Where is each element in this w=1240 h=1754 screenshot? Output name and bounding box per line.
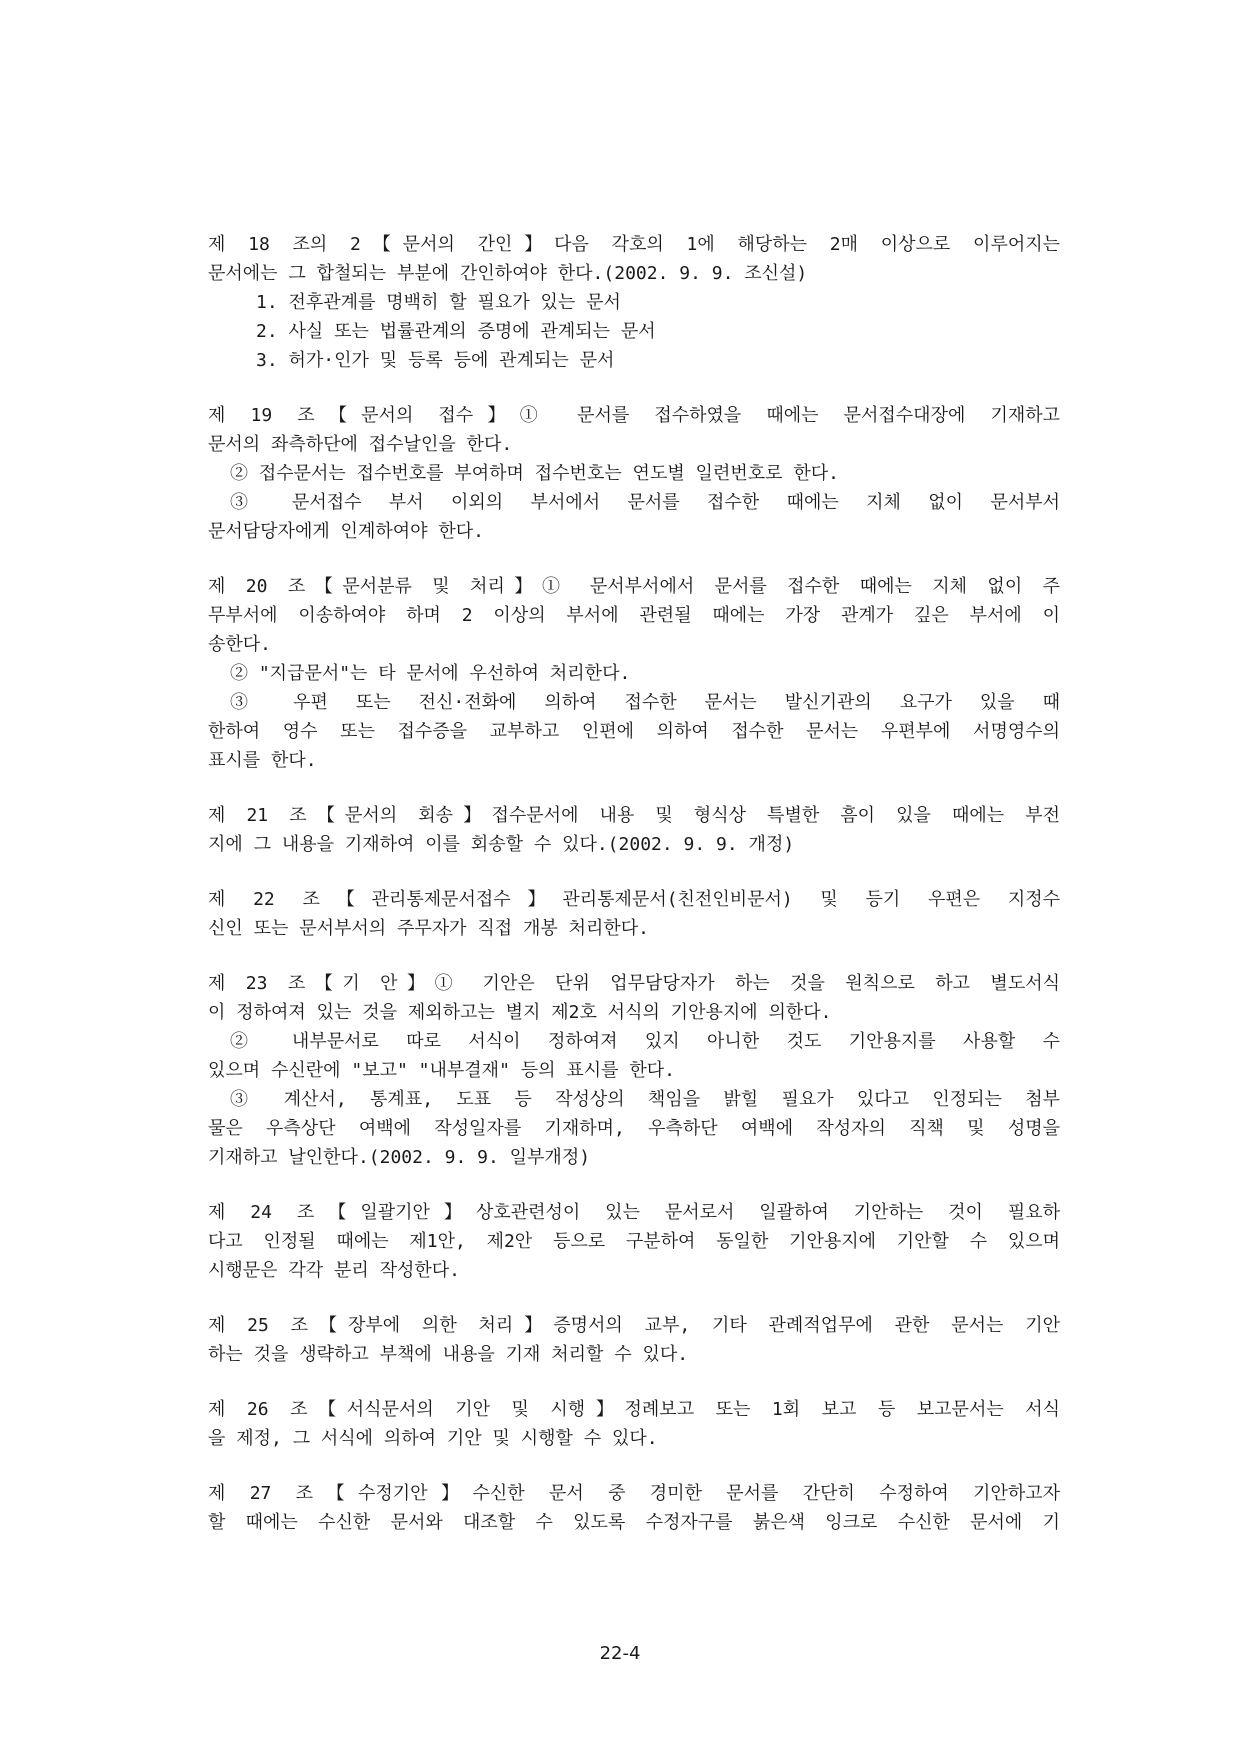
text-line: 을 제정, 그 서식에 의하여 기안 및 시행할 수 있다. [208,1428,658,1449]
text-line: ② 내부문서로 따로 서식이 정하여져 있지 아니한 것도 기안용지를 사용할 수 [230,1031,1060,1052]
text-line: 송한다. [208,634,272,655]
text-line: 제 23 조【기 안】① 기안은 단위 업무담당자가 하는 것을 원칙으로 하고 별도서식 [208,973,1060,994]
page-number: 22-4 [599,1643,641,1664]
text-line: 한하여 영수 또는 접수증을 교부하고 인편에 의하여 접수한 문서는 우편부에 서명영수의 [208,721,1060,742]
text-line: 지에 그 내용을 기재하여 이를 회송할 수 있다.(2002. 9. 9. 개정) [208,834,795,855]
text-line: ③ 문서접수 부서 이외의 부서에서 문서를 접수한 때에는 지체 없이 문서부서 [230,492,1060,513]
text-line: 제 24 조【일괄기안】상호관련성이 있는 문서로서 일괄하여 기안하는 것이 필요하 [208,1202,1060,1223]
article-18-2 [208,230,1060,375]
text-line: 제 18 조의 2【문서의 간인】다음 각호의 1에 해당하는 2매 이상으로 이루어지는 [208,234,1060,255]
text-line: 다고 인정될 때에는 제1안, 제2안 등으로 구분하여 동일한 기안용지에 기안할 수 있으며 [208,1231,1060,1252]
list-item: 3. 허가·인가 및 등록 등에 관계되는 문서 [256,350,615,371]
text-line: 문서담당자에게 인계하여야 한다. [208,521,484,542]
list-item: 2. 사실 또는 법률관계의 증명에 관계되는 문서 [256,321,656,342]
text-line: 제 20 조【문서분류 및 처리】① 문서부서에서 문서를 접수한 때에는 지체 없이 주 [208,576,1060,597]
text-line: 있으며 수신란에 "보고" "내부결재" 등의 표시를 한다. [208,1060,675,1081]
text-line: 할 때에는 수신한 문서와 대조할 수 있도록 수정자구를 붉은색 잉크로 수신한 문서에 기 [208,1512,1060,1533]
text-line: 제 21 조【문서의 회송】접수문서에 내용 및 형식상 특별한 흠이 있을 때에는 부전 [208,805,1060,826]
text-line: ② "지급문서"는 타 문서에 우선하여 처리한다. [230,663,631,684]
article-23 [208,969,1060,1172]
list-item: 1. 전후관계를 명백히 할 필요가 있는 문서 [256,292,621,313]
text-line: 이 정하여져 있는 것을 제외하고는 별지 제2호 서식의 기안용지에 의한다. [208,1002,832,1023]
text-line: 물은 우측상단 여백에 작성일자를 기재하며, 우측하단 여백에 작성자의 직책 및 성명을 [208,1118,1060,1139]
article-26 [208,1395,1060,1453]
article-27 [208,1479,1060,1537]
text-line: 무부서에 이송하여야 하며 2 이상의 부서에 관련될 때에는 가장 관계가 깊은 부서에 이 [208,605,1060,626]
article-19 [208,401,1060,546]
document-body [208,230,1060,1563]
article-22 [208,885,1060,943]
text-line: 제 26 조【서식문서의 기안 및 시행】정례보고 또는 1회 보고 등 보고문서는 서식 [208,1399,1060,1420]
text-line: 제 22 조【관리통제문서접수】관리통제문서(친전인비문서) 및 등기 우편은 지정수 [208,889,1060,910]
article-21 [208,801,1060,859]
text-line: 시행문은 각각 분리 작성한다. [208,1260,461,1281]
text-line: 제 19 조【문서의 접수】① 문서를 접수하였을 때에는 문서접수대장에 기재하고 [208,405,1060,426]
text-line: 기재하고 날인한다.(2002. 9. 9. 일부개정) [208,1147,591,1168]
text-line: 문서에는 그 합철되는 부분에 간인하여야 한다.(2002. 9. 9. 조신설) [208,263,808,284]
text-line: 문서의 좌측하단에 접수날인을 한다. [208,434,513,455]
article-24 [208,1198,1060,1285]
text-line: ② 접수문서는 접수번호를 부여하며 접수번호는 연도별 일련번호로 한다. [230,463,839,484]
text-line: ③ 계산서, 통계표, 도표 등 작성상의 책임을 밝힐 필요가 있다고 인정되는 첨부 [230,1089,1060,1110]
text-line: 하는 것을 생략하고 부책에 내용을 기재 처리할 수 있다. [208,1344,689,1365]
text-line: ③ 우편 또는 전신·전화에 의하여 접수한 문서는 발신기관의 요구가 있을 때 [230,692,1060,713]
text-line: 표시를 한다. [208,750,317,771]
text-line: 제 25 조【장부에 의한 처리】증명서의 교부, 기타 관례적업무에 관한 문서는 기안 [208,1315,1060,1336]
text-line: 제 27 조【수정기안】수신한 문서 중 경미한 문서를 간단히 수정하여 기안하고자 [208,1483,1060,1504]
text-line: 신인 또는 문서부서의 주무자가 직접 개봉 처리한다. [208,918,650,939]
article-20 [208,572,1060,775]
article-25 [208,1311,1060,1369]
